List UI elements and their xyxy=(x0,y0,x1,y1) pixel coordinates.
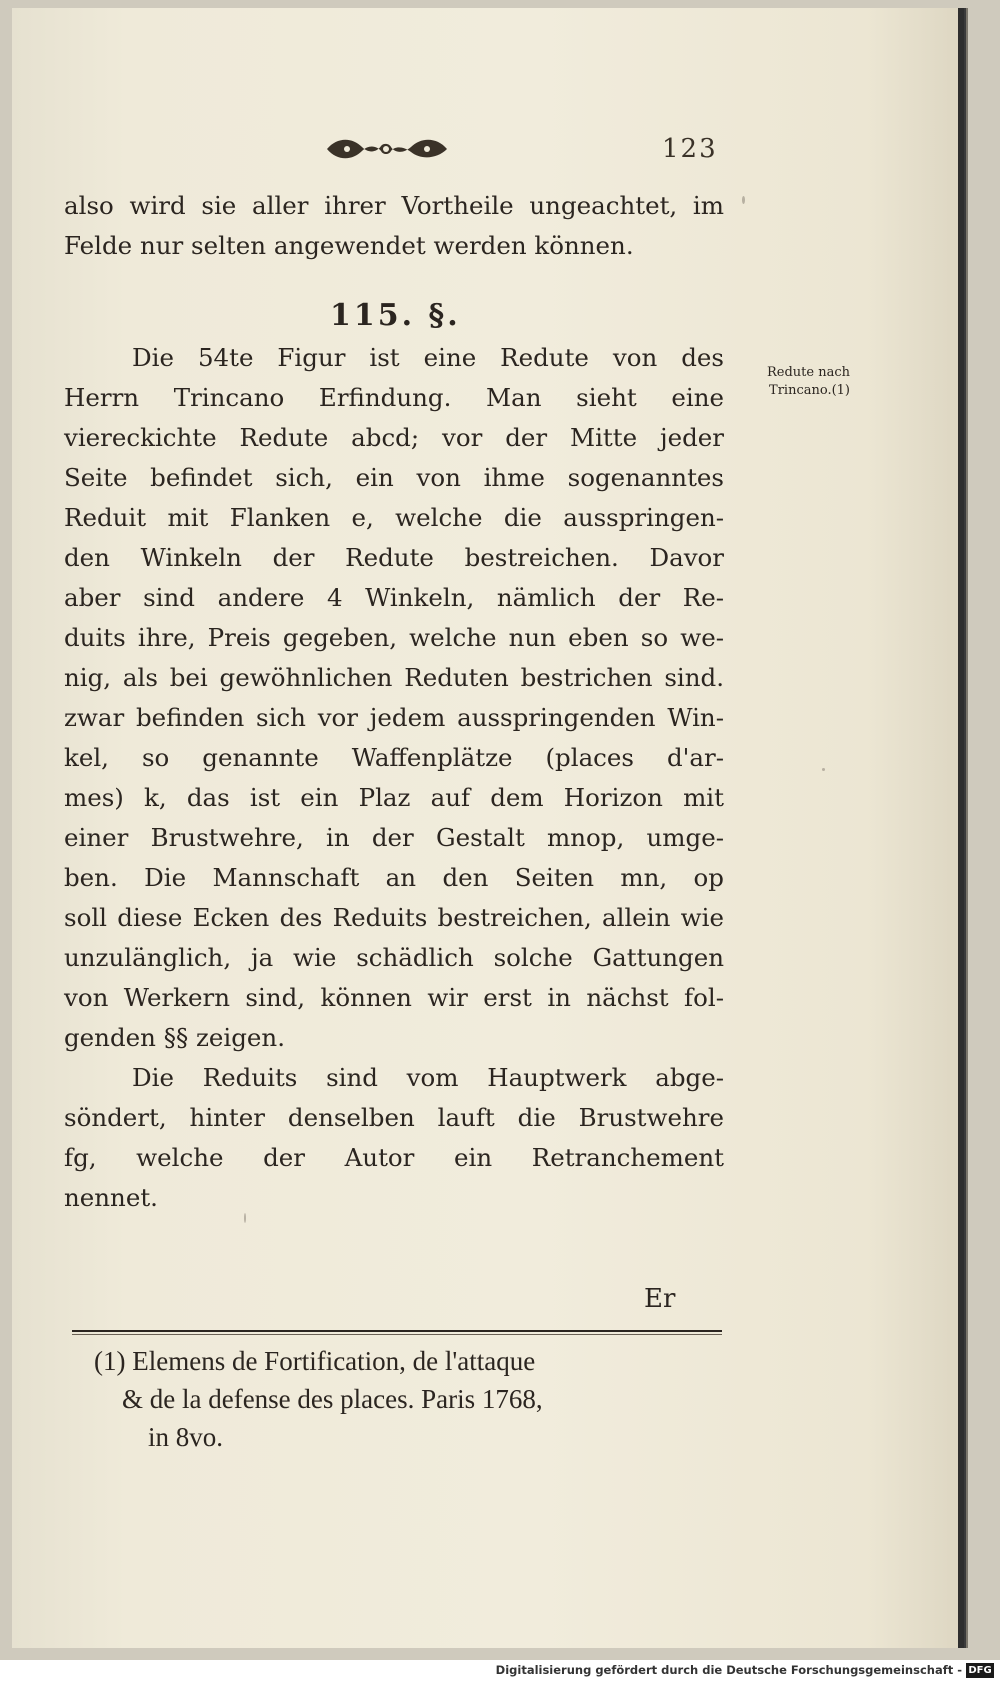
text-line: söndert, hinter denselben lauft die Brustwehre xyxy=(64,1103,724,1132)
text-line: fg, welche der Autor ein Retranchement xyxy=(64,1143,724,1172)
margin-note-line: Redute nach xyxy=(766,365,850,380)
text-line: ben. Die Mannschaft an den Seiten mn, op xyxy=(64,863,724,892)
page-header xyxy=(12,134,962,174)
page-edge xyxy=(958,8,964,1648)
dfg-logo-icon: DFG xyxy=(966,1663,994,1678)
footnote-rule-thin xyxy=(72,1334,722,1335)
text-line: unzulänglich, ja wie schädlich solche Gattungen xyxy=(64,943,724,972)
text-line: nig, als bei gewöhnlichen Reduten bestrichen sind. xyxy=(64,663,724,692)
text-line: mes) k, das ist ein Plaz auf dem Horizon mit xyxy=(64,783,724,812)
margin-note xyxy=(730,364,850,400)
text-line: also wird sie aller ihrer Vortheile ungeachtet, im xyxy=(64,191,724,220)
text-line: nennet. xyxy=(64,1183,158,1212)
text-line: aber sind andere 4 Winkeln, nämlich der Re- xyxy=(64,583,724,612)
body-text-top xyxy=(64,186,724,266)
text-line: soll diese Ecken des Reduits bestreichen, allein wie xyxy=(64,903,724,932)
book-page xyxy=(12,8,966,1648)
margin-note-line: Trincano.(1) xyxy=(769,383,850,398)
text-line: Seite befindet sich, ein von ihme sogenanntes xyxy=(64,463,724,492)
text-line: zwar befinden sich vor jedem ausspringenden Win- xyxy=(64,703,724,732)
text-line: Felde nur selten angewendet werden können. xyxy=(64,231,634,260)
footnote-line: (1) Elemens de Fortification, de l'attaque xyxy=(94,1346,536,1376)
footnote xyxy=(94,1342,719,1456)
foxing-speck xyxy=(742,196,745,204)
text-line: Die Reduits sind vom Hauptwerk abge- xyxy=(132,1063,724,1092)
text-line: genden §§ zeigen. xyxy=(64,1023,285,1052)
text-line: Die 54te Figur ist eine Redute von des xyxy=(132,343,724,372)
text-line: Herrn Trincano Erfindung. Man sieht eine xyxy=(64,383,724,412)
footnote-rule xyxy=(72,1330,722,1332)
text-line: duits ihre, Preis gegeben, welche nun eben so we- xyxy=(64,623,724,652)
page-number: 123 xyxy=(662,134,718,164)
section-heading: 115. §. xyxy=(330,298,461,333)
text-line: von Werkern sind, können wir erst in nächst fol- xyxy=(64,983,724,1012)
footnote-line: in 8vo. xyxy=(148,1422,224,1452)
catchword: Er xyxy=(644,1284,676,1314)
body-text-main xyxy=(64,338,724,1218)
text-line: Reduit mit Flanken e, welche die ausspringen- xyxy=(64,503,724,532)
text-line: einer Brustwehre, in der Gestalt mnop, umge- xyxy=(64,823,724,852)
foxing-speck xyxy=(822,768,825,771)
ornament-icon xyxy=(317,134,457,164)
text-line: den Winkeln der Redute bestreichen. Davor xyxy=(64,543,724,572)
footnote-line: & de la defense des places. Paris 1768, xyxy=(122,1384,543,1414)
text-line: kel, so genannte Waffenplätze (places d'ar- xyxy=(64,743,724,772)
text-line: viereckichte Redute abcd; vor der Mitte jeder xyxy=(64,423,724,452)
digitization-credit: Digitalisierung gefördert durch die Deutsche Forschungsgemeinschaft - xyxy=(495,1663,962,1677)
